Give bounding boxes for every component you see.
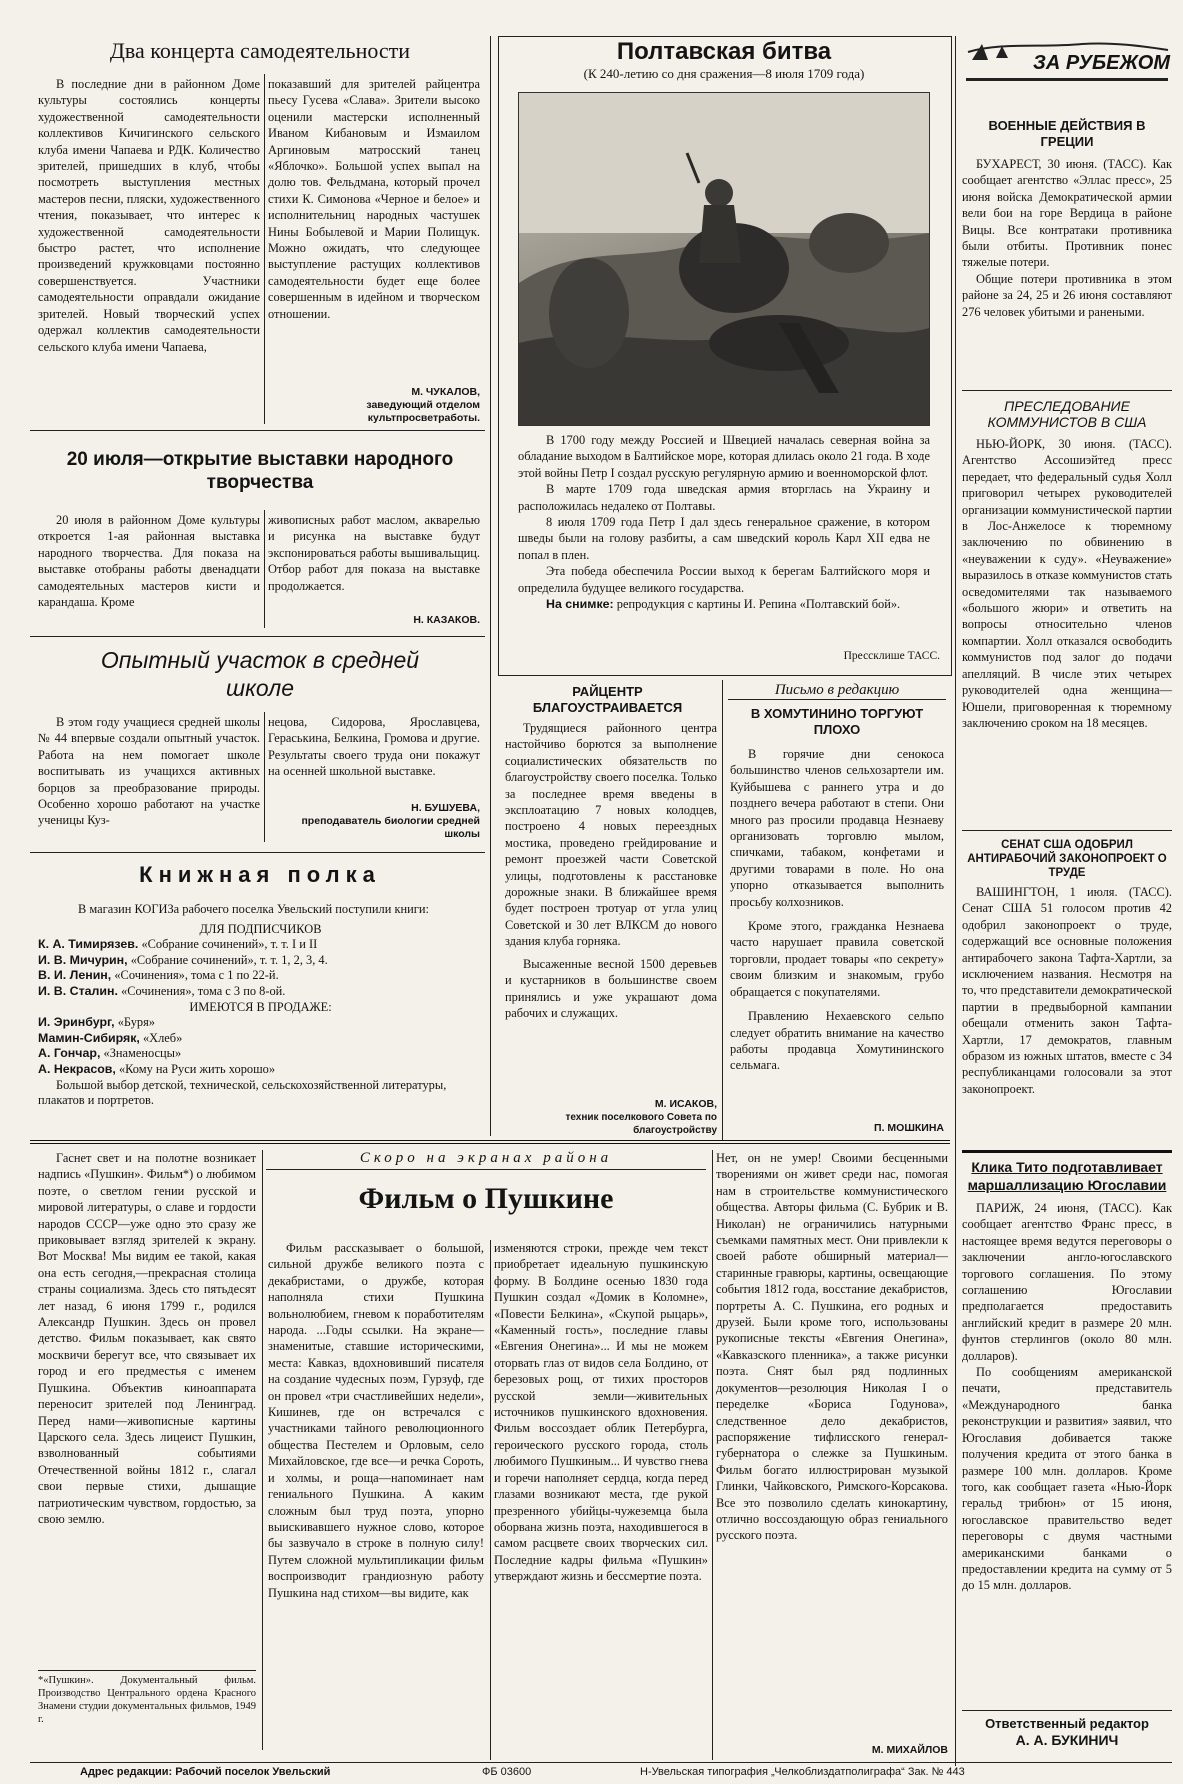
film-title: Фильм о Пушкине (358, 1182, 614, 1215)
list-item: И. Эринбург, «Буря» (38, 1015, 155, 1030)
list-item: И. В. Сталин. «Сочинения», тома с 3 по 8-ой. (38, 983, 286, 998)
divider (962, 1150, 1172, 1153)
film-col4: Нет, он не умер! Своими бесценными творениями он живет среди нас, помогая нам в строительстве коммунистического общества. Авторы фильма (С. Бубрик и В. Николан) не ограничились натурными съемками памятных мест. Они привлекли к своей работе обширный материал—старинные гравюры, картины, освещающие события 1812 года, восстание декабристов, портреты А. С. Пушкина, его родных и друзей. Были кроме того, использованы рукописные тексты «Евгения Онегина», «Кавказского пленника», а также рисунки поэта. Снят был ряд подлинных документов—резолюция Николая I о переделке «Бориса Годунова», следственное дело декабристов, распоряжение тифлисского генерал-губернатора о слежке за Пушкиным. Фильм богато иллюстрирован музыкой Глинки, Чайковского, Римского-Корсакова. Все это позволило сделать кинокартину, отлично воссоздающую образ гениального русского поэта. (716, 1151, 948, 1543)
list-item: И. В. Мичурин, «Собрание сочинений», т. т. 1, 2, 3, 4. (38, 952, 328, 967)
letter-title: В ХОМУТИНИНО ТОРГУЮТ ПЛОХО (750, 706, 924, 737)
divider (264, 74, 265, 424)
divider (264, 510, 265, 628)
film-footnote: *«Пушкин». Документальный фильм. Производство Центрального ордена Красного Знамени студии документальных фильмов, 1949 г. (38, 1670, 256, 1726)
footer-rule (30, 1762, 1172, 1763)
abroad-heading: ЗА РУБЕЖОМ (1033, 52, 1170, 74)
exhibition-title: 20 июля—открытие выставки народного творчества (66, 449, 454, 493)
divider (262, 1150, 263, 1750)
plot-col-b: нецова, Сидорова, Ярославцева, Гераськина, Белкина, Громова и другие. Результаты своего труда они покажут на осенней школьной выставке. (268, 715, 480, 779)
concerts-title: Два концерта самодеятельности (109, 38, 411, 63)
exhibition-author: Н. КАЗАКОВ. (413, 614, 480, 626)
concerts-col-a: В последние дни в районном Доме культуры состоялись концерты художественной самодеятельности коллективов Кичигинского сельского клуба имени Чапаева и РДК. Количество зрителей, пришедших в клуб, чтобы посмотреть выступления местных мастеров песни, пляски, художественного чтения, показывает, что интерес к художественной самодеятельности быстро растет, что исполнение произведений кружковцами постоянно совершенствуется. Участники самодеятельности оправдали ожидание зрителей. Новый творческий успех одержал коллектив самодеятельности сельского клуба имени Чапаева, (38, 77, 260, 354)
list-item: В. И. Ленин, «Сочинения», тома с 1 по 22-й. (38, 968, 279, 983)
list-item: А. Некрасов, «Кому на Руси жить хорошо» (38, 1061, 276, 1076)
plot-author: Н. БУШУЕВА, преподаватель биологии средней школы (301, 802, 480, 840)
divider (722, 680, 723, 1140)
poltava-credit: Пресcклише ТАСС. (843, 650, 940, 662)
plot-col-a: В этом году учащиеся средней школы № 44 впервые создали опытный участок. Работа на нем помогает школе воспитывать из учащихся активных борцов за преобразование природы. Особенно хорошо работают на участке ученицы Куз- (38, 715, 260, 828)
plot-title: Опытный участок в средней школе (100, 647, 420, 701)
divider (30, 430, 485, 431)
divider (962, 1710, 1172, 1711)
divider (962, 390, 1172, 391)
letter-author: П. МОШКИНА (874, 1122, 944, 1134)
divider (712, 1150, 713, 1760)
film-col3: изменяются строки, прежде чем текст приобретает идеальную пушкинскую форму. В Болдине осенью 1830 года Пушкин создал «Домик в Коломне», «Повести Белкина», «Скупой рыцарь», «Каменный гость», последние главы «Евгения Онегина»... И мы не можем оторвать глаз от видов села Болдино, от березовых рощ, от тихих просторов русской земли—живительных источников пушкинского вдохновения. Фильм воссоздает облик Петербурга, героического русского города, столь любимого Пушкиным... И чувство гнева и горечи наполняет сердца, когда перед глазами возникают места, где рукой презренного убийцы-чужеземца была оборвана жизнь поэта, находившегося в самом расцвете своих творческих сил. Последние кадры фильма «Пушкин» утверждают жизнь и бессмертие поэта. (494, 1241, 708, 1584)
poltava-subtitle: (К 240-летию со дня сражения—8 июля 1709 года) (583, 66, 865, 81)
exhibition-col-a: 20 июля в районном Доме культуры откроется 1-ая районная выставка народного творчества. Для показа на выставке отобраны работы двенадцати самодеятельных мастеров кисти и карандаша. Кроме (38, 513, 260, 610)
footer-address: Адрес редакции: Рабочий поселок Увельский (80, 1766, 331, 1778)
column-rule (490, 36, 491, 1136)
divider (30, 852, 485, 853)
books-title: Книжная полка (139, 862, 381, 887)
subscriber-list (38, 937, 483, 999)
poltava-battle-painting (518, 92, 930, 426)
film-col2: Фильм рассказывает о большой, сильной дружбе великого поэта с декабристами, о дружбе, которая наполняла стихи Пушкина вольнолюбием, гневом к поработителям народа. ...Годы ссылки. На экране—знаменитые, ставшие историческими, места: Кавказ, вдохновивший писателя на создание чудесных поэм, Гурзуф, где он провел «три счастливейших недели», Кишинев, где он встречался с участниками тайного революционного общества Пестелем и Орловым, село Михайловское, где все—и речка Сороть, и холмы, и роща—напоминает нам гениального Пушкина. А каким сложным был труд поэта, упорно выискивавшего нужное слово, которое бы зазвучало в строке в полную силу! Путем сложной мультипликации фильм воспроизводит грандиозную работу Пушкина над стихом—вы видите, как (268, 1241, 484, 1600)
poltava-text: В 1700 году между Россией и Швецией началась северная война за обладание выходом в Балтийское море, которая длилась около 21 года. В ходе этой войны Петр I создал русскую регулярную армию и военноморской флот. В марте 1709 года шведская армия вторглась на Украину и расположилась недалеко от Полтавы. 8 июля 1709 года Петр I дал здесь генеральное сражение, в котором шведы были на голову разбиты, а сам шведский король Карл XII едва не попал в плен. Эта победа обеспечила России выход к берегам Балтийского моря и определила будущее великого государства. На снимке: репродукция с картины И. Репина «Полтавский бой». (518, 433, 930, 612)
divider (30, 636, 485, 637)
divider (490, 1240, 491, 1760)
senate-article: СЕНАТ США ОДОБРИЛ АНТИРАБОЧИЙ ЗАКОНОПРОЕКТ О ТРУДЕ ВАШИНГТОН, 1 июля. (ТАСС). Сенат США 51 голосом против 42 одобрил законопроект о труде, содержащий все основные положения антирабочего закона Тафта-Хартли, за исключением названия. Несмотря на то, что представители демократической партии в предвыборной кампании обещали отменить закон Тафта-Хартли, 17 демократов, главным образом из южных штатов, вместе с 34 республиканцами голосовали за этот законопроект. (962, 839, 1172, 1096)
tito-article: Клика Тито подготавливает маршаллизацию Югославии ПАРИЖ, 24 июня, (ТАСС). Как сообщает агентство Франс пресс, в настоящее время ведутся переговоры о заключении англо-югославского торгового соглашения. По этому соглашению Югославии предполагается предоставить английский кредит в размере 20 млн. фунтов стерлингов (около 80 млн. долларов). По сообщениям американской печати, представитель «Международного банка реконструкции и развития» заявил, что Югославия добивается также получения кредита от этого банка в размере 100 млн. долларов. Кроме того, как сообщает газета «Нью-Йорк геральд трибюн» от 15 июня, югославское правительство ведет переговоры с двумя частными американскими банками о предоставлении кредита на сумму от 5 до 15 млн. долларов. (962, 1159, 1172, 1593)
list-item: Мамин-Сибиряк, «Хлеб» (38, 1030, 183, 1045)
divider (264, 712, 265, 842)
divider (962, 830, 1172, 831)
list-item: А. Гончар, «Знаменосцы» (38, 1046, 182, 1061)
footer-code: ФБ 03600 (482, 1766, 532, 1778)
books-body: В магазин КОГИЗа рабочего поселка Увельский поступили книги: ДЛЯ ПОДПИСЧИКОВ К. А. Тимирязев. «Собрание сочинений», т. т. I и II И. В. Мичурин, «Собрание сочинений», т. т. 1, 2, 3, 4. В. И. Ленин, «Сочинения», тома с 1 по 22-й. И. В. Сталин. «Сочинения», тома с 3 по 8-ой. ИМЕЮТСЯ В ПРОДАЖЕ: И. Эринбург, «Буря» Мамин-Сибиряк, «Хлеб» А. Гончар, «Знаменосцы» А. Некрасов, «Кому на Руси жить хорошо» Большой выбор детской, технической, сельскохозяйственной литературы, плакатов и портретов. (38, 902, 483, 1109)
communists-article: ПРЕСЛЕДОВАНИЕ КОММУНИСТОВ В США НЬЮ-ЙОРК, 30 июня. (ТАСС). Агентство Ассошиэйтед пресс передает, что федеральный судья Холл приговорил четырех руководителей организации коммунистической партии в Лос-Анжелосе к тюремному заключению по обвинению в «неуважении к суду». «Неуважение» выразилось в отказе коммунистов стать осведомителями так называемого «большого жюри» и ответить на вопросы относительно членов компартии. Холл отказался освободить коммунистов под залог до подачи апелляций. В числе этих четырех руководителей одна женщина—Юшели, приговоренная к тюремному заключению сроком на 18 месяцев. (962, 398, 1172, 730)
column-rule (955, 36, 956, 1766)
raicenter-body: Трудящиеся районного центра настойчиво борются за выполнение социалистических обязательств по благоустройству своего поселка. Только за последнее время введены в эксплоатацию 7 новых колодцев, построено 4 новых переездных мостика, проведено грейдирование и ремонт проезжей части Советской улицы, подготовлены к расстановке дорожные знаки. В ближайшее время будет построен тротуар от угла улиц Советской и 30 лет ВЛКСМ до нового здания клуба горняка. Высаженные весной 1500 деревьев и кустарников в большинстве своем принялись и уже украшают дома рабочих и служащих. (505, 721, 717, 1020)
painting-illustration (519, 93, 929, 425)
list-item: К. А. Тимирязев. «Собрание сочинений», т. т. I и II (38, 937, 318, 952)
raicenter-title: РАЙЦЕНТР БЛАГОУСТРАИВАЕТСЯ (532, 684, 683, 715)
exhibition-col-b: живописных работ маслом, акварелью и рисунка на выставке будут экспонироваться работы вышивальщиц. Отбор работ для показа на выставке продолжается. (268, 513, 480, 593)
editor-block: Ответственный редактор А. А. БУКИНИЧ (985, 1716, 1149, 1748)
letter-body: В горячие дни сенокоса большинство членов сельхозартели им. Куйбышева с раннего утра и до позднего вечера работают в степи. Они много раз просили продавца Незнаеву организовать торговлю мылом, спичками, табаком, конфетами и другими товарами в поле. Но она упорно отказывается выполнить просьбу колхозников. Кроме этого, гражданка Незнаева часто нарушает правила советской торговли, продает товары «по секрету» своим близким и знакомым, грубо обращается с покупателями. Правлению Нехаевского сельпо следует обратить внимание на качество работы продавца Хомутининского сельмага. (730, 747, 944, 1073)
letter-kicker: Письмо в редакцию (728, 682, 946, 700)
section-rule (30, 1140, 950, 1144)
footer-printer: Н-Увельская типография „Челкоблиздатполиграфа“ Зак. № 443 (640, 1766, 965, 1778)
poltava-title: Полтавская битва (616, 38, 832, 65)
concerts-col-b: показавший для зрителей райцентра пьесу Гусева «Слава». Зрители высоко оценили мастерски исполненный Иваном Кибановым и Измаилом Аргиновым матросский танец «Яблочко». Большой успех выпал на долю тов. Фельдмана, который прочел стихи К. Симонова «Черное и белое» и исполнительниц народных частушек Нины Бобылевой и Марии Полищук. Можно ожидать, что следующее выступление растущих коллективов самодеятельности будет еще более совершенным в идейном и творческом отношении. (268, 77, 480, 321)
film-kicker: Скоро на экранах района (266, 1150, 706, 1170)
concerts-author: М. ЧУКАЛОВ, заведующий отделом культпросветработы. (366, 386, 480, 424)
film-col1: Гаснет свет и на полотне возникает надпись «Пушкин». Фильм*) о любимом поэте, о светлом гении русской и мировой литературы, о славе и гордости народов СССР—уже одно это сразу же приковывает взгляд зрителей к экрану. Вот Москва! Мы видим ее такой, какая она есть сегодня,—прекрасная столица страны социализма. Здесь сто пятьдесят лет назад, 6 июня 1799 г., родился Александр Пушкин. Здесь он провел детство. Фильм показывает, как свято москвичи берегут все, что связывает их город и его предместья с именем Пушкина. Объектив киноаппарата переносит зрителей под Ленинград. Перед нами—живописные картины Царского села. Здесь лицеист Пушкин, взволнованный событиями Отечественной войны 1812 г., слагал свои первые стихи, дышащие патриотическим чувством, гордостью, за свою землю. (38, 1151, 256, 1526)
greece-article: ВОЕННЫЕ ДЕЙСТВИЯ В ГРЕЦИИ БУХАРЕСТ, 30 июня. (ТАСС). Как сообщает агентство «Эллас пресс», 25 июня войска Демократической армии вели бои на горе Вердица в районе Вицы. Все контратаки противника были отбиты. Противник понес тяжелые потери. Общие потери противника в этом районе за 24, 25 и 26 июня составляют 276 человек убитыми и ранеными. (962, 118, 1172, 319)
abroad-masthead (962, 38, 1172, 98)
sale-list (38, 1015, 483, 1077)
film-author: М. МИХАЙЛОВ (871, 1744, 948, 1756)
raicenter-author: М. ИСАКОВ, техник поселкового Совета по благоустройству (565, 1098, 717, 1136)
